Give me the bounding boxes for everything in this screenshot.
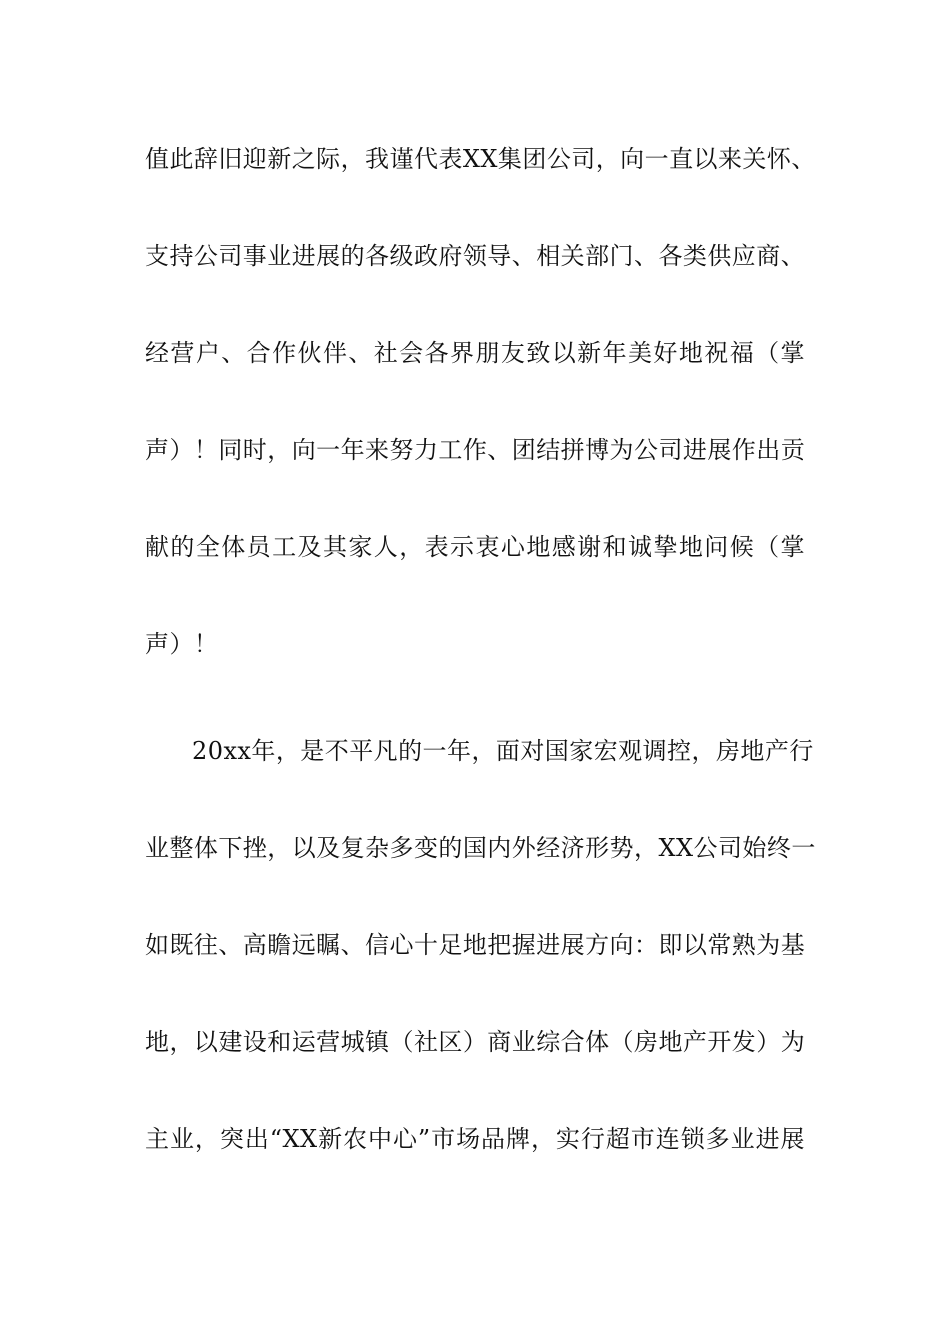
text-line-9: 如既往、高瞻远瞩、信心十足地把握进展方向：即以常熟为基	[145, 931, 806, 959]
text-line-11: 主业，突出“XX新农中心”市场品牌，实行超市连锁多业进展	[145, 1125, 805, 1153]
text-line-7: 20xx年，是不平凡的一年，面对国家宏观调控，房地产行	[192, 737, 814, 765]
text-line-2: 支持公司事业进展的各级政府领导、相关部门、各类供应商、	[145, 242, 806, 270]
text-line-1: 值此辞旧迎新之际，我谨代表XX集团公司，向一直以来关怀、	[145, 145, 816, 173]
text-line-5: 献的全体员工及其家人，表示衷心地感谢和诚挚地问候（掌	[145, 533, 805, 561]
text-line-8: 业整体下挫，以及复杂多变的国内外经济形势，XX公司始终一	[145, 834, 816, 862]
text-line-3: 经营户、合作伙伴、社会各界朋友致以新年美好地祝福（掌	[145, 339, 805, 367]
text-line-6: 声）！	[145, 630, 219, 658]
text-line-4: 声）！同时，向一年来努力工作、团结拼博为公司进展作出贡	[145, 436, 806, 464]
text-line-10: 地，以建设和运营城镇（社区）商业综合体（房地产开发）为	[145, 1028, 806, 1056]
